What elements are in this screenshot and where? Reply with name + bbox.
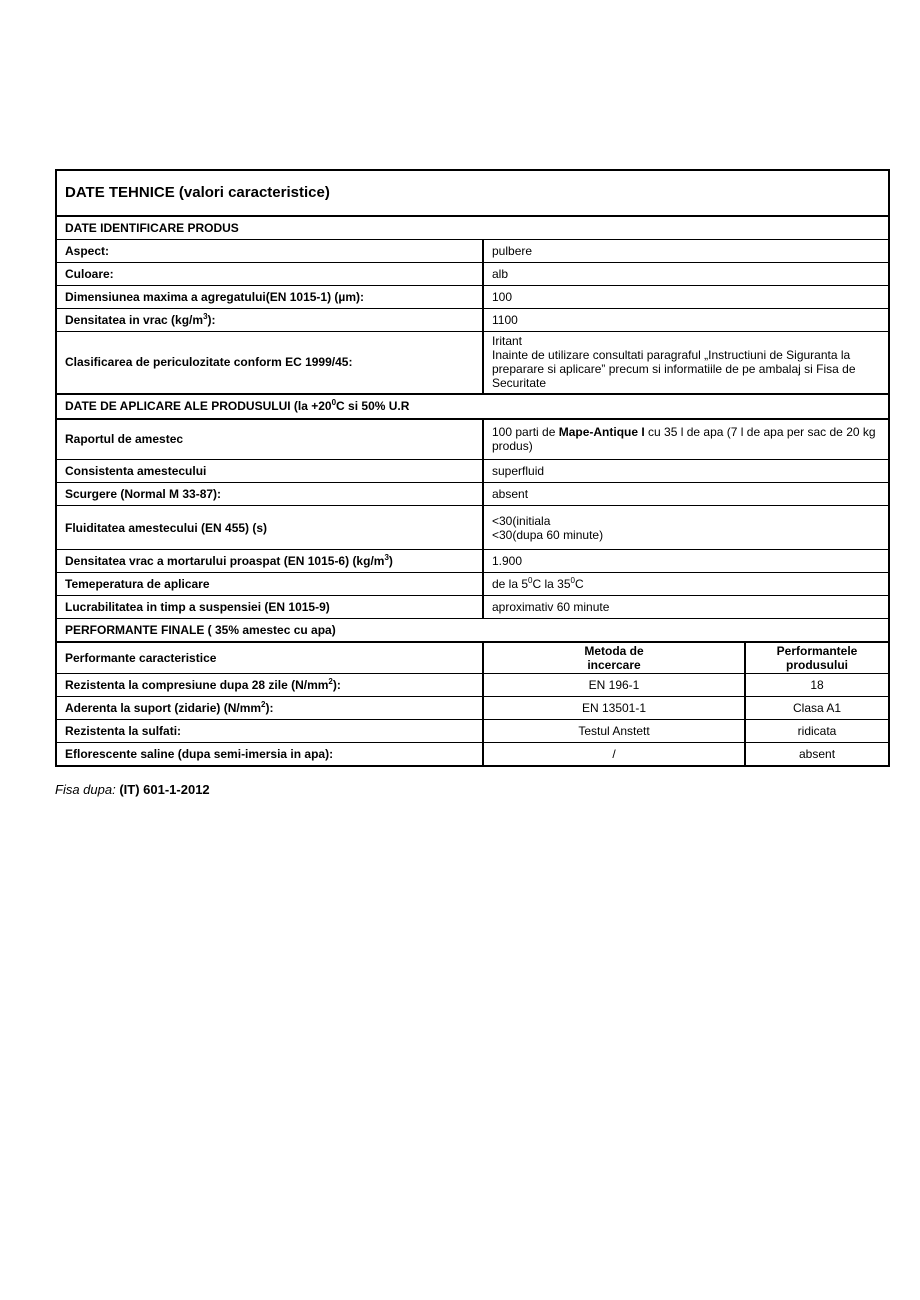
table-row [56,673,889,696]
table-row [56,309,889,332]
table-row [56,460,889,483]
table-row [56,419,889,460]
section-header [56,216,889,240]
row-method: EN 196-1 [483,673,745,696]
row-label: Eflorescente saline (dupa semi-imersia in apa): [56,742,483,766]
row-label [56,696,483,719]
table-row [56,240,889,263]
row-method: / [483,742,745,766]
section-application [56,394,889,419]
table-row [56,696,889,719]
row-label: Clasificarea de periculozitate conform EC 1999/45: [56,332,483,394]
table-title-row [56,170,889,216]
row-label: Rezistenta la sulfati: [56,719,483,742]
h3a: Performantele [776,643,858,658]
row-label: Raportul de amestec [56,419,483,460]
row-label: Fluiditatea amestecului (EN 455) (s) [56,506,483,550]
row-label: Aspect: [56,240,483,263]
perf-header-col3 [745,642,889,673]
table-title [56,170,889,216]
table-row [56,719,889,742]
row-label [56,673,483,696]
section-performance: PERFORMANTE FINALE ( 35% amestec cu apa) [56,619,889,643]
row-label: Lucrabilitatea in timp a suspensiei (EN 1015-9) [56,596,483,619]
row-value [483,419,889,460]
h3b: produsului [786,657,849,672]
table-row [56,483,889,506]
perf-header-col2 [483,642,745,673]
title-bold: DATE TEHNICE [65,184,175,201]
row-label: Consistenta amestecului [56,460,483,483]
row-label: Scurgere (Normal M 33-87): [56,483,483,506]
label-sup: 3 [203,312,208,321]
row-value: aproximativ 60 minute [483,596,889,619]
row-value: 18 [745,673,889,696]
table-row [56,286,889,309]
section-header [56,619,889,643]
row-label: Temeperatura de aplicare [56,573,483,596]
label-post: ): [332,677,341,692]
perf-header-row [56,642,889,673]
row-label [56,309,483,332]
row-value: 100 [483,286,889,309]
row-label: Culoare: [56,263,483,286]
t1: de la 5 [492,577,529,591]
row-method: EN 13501-1 [483,696,745,719]
table-row [56,263,889,286]
label-text: Aderenta la suport (zidarie) (N/mm [65,700,262,715]
row-value [483,506,889,550]
label-post: ): [207,313,216,327]
label-post: ) [388,554,393,568]
product-name: Mape-Antique I [558,425,645,440]
row-value: alb [483,263,889,286]
hazard-line2: Inainte de utilizare consultati paragraful „Instructiuni de Siguranta la preparare si aplicare” precum si informatiile de pe ambalaj si Fisa de Securitate [492,348,856,391]
perf-header-col1: Performante caracteristice [56,642,483,673]
row-value: pulbere [483,240,889,263]
label-sup: 2 [261,699,266,709]
section-header [56,394,889,419]
row-value [483,573,889,596]
technical-data-table [55,169,890,767]
title-rest: (valori caracteristice) [174,184,330,201]
row-value: 1.900 [483,550,889,573]
row-value: 1100 [483,309,889,332]
row-value: absent [745,742,889,766]
t3: C [574,577,584,591]
label-text: Densitatea vrac a mortarului proaspat (EN 1015-6) (kg/m [65,554,385,568]
label-sup: 3 [384,553,389,562]
table-row [56,332,889,394]
row-value: superfluid [483,460,889,483]
label-text: Densitatea in vrac (kg/m [65,313,204,327]
row-label [56,550,483,573]
table-row [56,596,889,619]
table-row [56,742,889,766]
table-row [56,506,889,550]
footer-reference: (IT) 601-1-2012 [119,782,210,797]
table-row [56,550,889,573]
row-value: ridicata [745,719,889,742]
h2b: incercare [587,657,641,672]
row-value: absent [483,483,889,506]
fluidity-line1: <30(initiala [492,513,551,528]
section-sup: 0 [331,398,337,407]
table-row [56,573,889,596]
footer-note [55,782,210,797]
hazard-line1: Iritant [492,334,523,349]
section-pre: DATE DE APLICARE ALE PRODUSULUI (la +20 [65,399,332,413]
value-pre: 100 parti de [492,425,559,440]
row-value: Clasa A1 [745,696,889,719]
t1-sup: 0 [528,576,533,585]
section-post: C si 50% U.R [336,399,410,413]
t2: C la 35 [532,577,571,591]
section-identification: DATE IDENTIFICARE PRODUS [56,216,889,240]
footer-label: Fisa dupa: [55,782,120,797]
fluidity-line2: <30(dupa 60 minute) [492,527,604,542]
label-text: Rezistenta la compresiune dupa 28 zile (N/mm [65,677,329,692]
h2a: Metoda de [584,643,644,658]
label-post: ): [265,700,274,715]
t2-sup: 0 [570,576,575,585]
label-sup: 2 [328,676,333,686]
value-post: cu 35 l de apa (7 l de apa per sac de 20 kg produs) [492,425,876,454]
row-label: Dimensiunea maxima a agregatului(EN 1015-1) (µm): [56,286,483,309]
row-value [483,332,889,394]
row-method: Testul Anstett [483,719,745,742]
